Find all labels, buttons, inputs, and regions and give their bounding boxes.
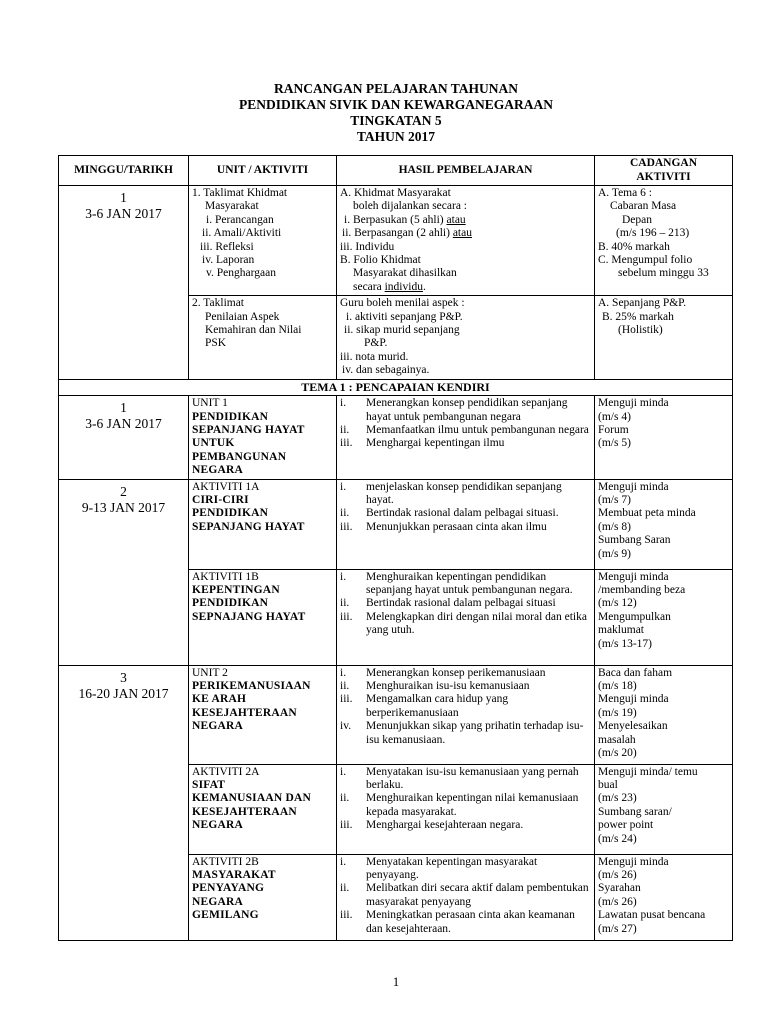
outcome-text: Melengkapkan diri dengan nilai moral dan etika yang utuh. [366,610,587,637]
week-cell [59,396,189,479]
theme-row [59,379,733,395]
activities-cell [595,396,733,479]
unit-cell [189,665,337,764]
unit-code: UNIT 1 [192,397,228,410]
outcome-item [340,571,591,598]
outcome-line: P&P. [364,337,388,350]
outcome-line: iii. nota murid. [340,350,409,363]
outcome-item [340,819,591,832]
outcome-text: Bertindak rasional dalam pelbagai situasi. [366,507,559,520]
activity-line: A. Sepanjang P&P. [598,297,687,310]
unit-title-line: PERIKEMANUSIAAN [192,679,311,692]
table-row [59,396,733,479]
activity-line: Cabaran Masa [610,200,677,213]
outcome-line: i. aktiviti sepanjang P&P. [346,310,463,323]
outcome-number: i. [340,480,347,493]
activities-cell [595,479,733,569]
outcome-line: iii. Individu [340,240,395,253]
unit-line: 1. Taklimat Khidmat [192,187,288,199]
outcome-item [340,507,591,520]
outcome-item [340,882,591,909]
unit-code: AKTIVITI 1A [192,480,260,493]
outcome-text: Menghuraikan kepentingan nilai kemanusiaan kepada masyarakat. [366,792,579,818]
outcome-line: A. Khidmat Masyarakat [340,187,451,199]
outcome-number: i. [340,765,347,778]
outcome-number: iii. [340,819,353,832]
unit-cell [189,764,337,854]
lesson-plan-table [58,155,733,941]
outcomes-cell [337,569,595,665]
col-header-activities-line2: AKTIVITI [636,170,691,183]
activity-line: Menguji minda [598,693,669,706]
unit-line: 2. Taklimat [192,297,245,310]
table-row [59,665,733,764]
outcome-text: Menunjukkan perasaan cinta akan ilmu [366,520,547,533]
outcome-text: Menerangkan konsep perikemanusiaan [366,666,546,679]
activities-cell [595,569,733,665]
table-row [59,479,733,569]
outcome-line: boleh dijalankan secara : [353,200,467,213]
unit-title-line: NEGARA [192,819,244,832]
unit-cell [189,569,337,665]
unit-title-line: UNTUK [192,437,235,450]
activity-line: Baca dan faham [598,666,673,679]
unit-title-line: PENDIDIKAN [192,507,269,520]
activity-line: Syarahan [598,882,641,895]
activity-line: (m/s 12) [598,597,637,610]
unit-title-line: PENDIDIKAN [192,597,269,610]
outcome-item [340,611,591,638]
outcome-item [340,597,591,610]
unit-cell [189,296,337,379]
unit-title-line: KE ARAH [192,693,247,706]
activity-line: Sumbang saran/ [598,805,672,818]
week-number: 2 [120,483,127,499]
unit-title-line: SEPANJANG HAYAT [192,423,305,436]
activities-cell [595,296,733,379]
outcome-text: Menunjukkan sikap yang prihatin terhadap isu-isu kemanusiaan. [366,720,584,746]
outcome-line: i. Berpasukan (5 ahli) atau [344,213,466,226]
col-header-outcomes: HASIL PEMBELAJARAN [337,156,595,186]
theme-title: TEMA 1 : PENCAPAIAN KENDIRI [59,379,733,395]
activity-line: (m/s 8) [598,520,631,533]
outcome-item [340,521,591,534]
outcome-item [340,766,591,793]
activities-cell [595,186,733,296]
col-header-activities [595,156,733,186]
unit-title-line: MASYARAKAT [192,868,276,881]
outcomes-cell [337,764,595,854]
outcome-number: i. [340,397,347,410]
activity-line: B. 40% markah [598,240,670,253]
outcome-number: iii. [340,520,353,533]
activity-line: C. Mengumpul folio [598,254,693,267]
unit-title-line: NEGARA [192,895,244,908]
activity-line: B. 25% markah [602,310,674,323]
activity-line: Membuat peta minda [598,507,696,520]
activity-line: Menguji minda [598,855,669,868]
unit-code: AKTIVITI 1B [192,570,259,583]
outcome-line: secara individu. [353,280,426,293]
activity-line: Lawatan pusat bencana [598,909,706,922]
unit-title-line: NEGARA [192,720,244,733]
activity-line: (m/s 24) [598,832,637,845]
unit-code: AKTIVITI 2A [192,765,260,778]
outcomes-cell [337,665,595,764]
outcomes-cell [337,854,595,940]
unit-title-line: KEPENTINGAN [192,583,280,596]
activity-line: (m/s 26) [598,895,637,908]
outcomes-cell [337,186,595,296]
week-date: 3-6 JAN 2017 [85,416,162,432]
col-header-activities-line1: CADANGAN [629,157,698,170]
week-cell [59,186,189,380]
outcome-text: Menerangkan konsep pendidikan sepanjang hayat untuk pembangunan negara [366,397,568,423]
activity-line: Menguji minda [598,570,669,583]
activity-line: Menguji minda [598,480,669,493]
activity-line: (m/s 7) [598,493,631,506]
unit-line: i. Perancangan [206,213,274,226]
unit-cell [189,396,337,479]
activity-line: Forum [598,423,629,436]
activity-line: Menguji minda/ temu [598,765,698,778]
document-title [0,81,768,145]
outcome-number: iii. [340,437,353,450]
unit-line: iv. Laporan [202,254,255,267]
outcome-number: i. [340,855,347,868]
unit-title-line: CIRI-CIRI [192,493,249,506]
outcome-line: Masyarakat dihasilkan [353,267,457,280]
outcome-item [340,792,591,819]
outcome-line: iv. dan sebagainya. [342,364,430,377]
unit-title-line: PENYAYANG [192,882,265,895]
activity-line: (m/s 9) [598,547,631,560]
unit-title-line: SIFAT [192,778,226,791]
outcome-number: iv. [340,720,352,733]
activity-line: A. Tema 6 : [598,187,652,199]
activity-line: (m/s 19) [598,706,637,719]
week-number: 1 [120,190,127,205]
outcome-item [340,693,591,720]
activity-line: (m/s 20) [598,746,637,759]
activity-line: (m/s 5) [598,437,631,450]
outcome-text: Bertindak rasional dalam pelbagai situasi [366,597,556,610]
unit-line: ii. Amali/Aktiviti [202,227,282,240]
outcome-item [340,680,591,693]
outcome-text: Menghargai kepentingan ilmu [366,437,505,450]
outcome-text: Melibatkan diri secara aktif dalam pembentukan masyarakat penyayang [366,882,589,908]
outcome-text: Memanfaatkan ilmu untuk pembangunan negara [366,423,589,436]
unit-line: Kemahiran dan Nilai [205,324,302,337]
week-cell [59,479,189,665]
title-line-3: TINGKATAN 5 [350,113,442,128]
activity-line: (m/s 4) [598,410,631,423]
week-date: 9-13 JAN 2017 [81,499,166,515]
outcome-line: B. Folio Khidmat [340,254,421,267]
activities-cell [595,764,733,854]
outcome-number: ii. [340,423,350,436]
outcome-item [340,424,591,437]
outcome-number: iii. [340,610,353,623]
outcome-item [340,397,591,424]
activity-line: /membanding beza [598,583,686,596]
unit-cell [189,186,337,296]
activity-line: (m/s 18) [598,679,637,692]
activity-line: Mengumpulkan [598,610,671,623]
week-cell [59,665,189,940]
table-row [59,186,733,296]
outcome-text: Menyatakan kepentingan masyarakat penyayang. [366,855,538,881]
unit-title-line: KESEJAHTERAAN [192,706,297,719]
outcome-line: Guru boleh menilai aspek : [340,297,465,310]
title-line-4: TAHUN 2017 [356,129,436,144]
activity-line: sebelum minggu 33 [618,267,709,280]
activity-line: power point [598,819,654,832]
unit-title-line: KEMANUSIAAN DAN [192,792,311,805]
unit-cell [189,854,337,940]
outcome-number: ii. [340,882,350,895]
activities-cell [595,665,733,764]
unit-title-line: GEMILANG [192,909,259,922]
activity-line: Sumbang Saran [598,534,671,547]
activity-line: (m/s 23) [598,792,637,805]
unit-line: iii. Refleksi [200,240,254,253]
outcome-text: Menghuraikan kepentingan pendidikan sepanjang hayat untuk pembangunan negara. [366,570,573,596]
outcome-number: i. [340,666,347,679]
activity-line: (m/s 26) [598,868,637,881]
outcome-text: Menghuraikan isu-isu kemanusiaan [366,679,530,692]
outcome-item [340,481,591,508]
title-line-2: PENDIDIKAN SIVIK DAN KEWARGANEGARAAN [239,97,553,112]
outcome-item [340,667,591,680]
unit-line: Masyarakat [205,200,259,213]
activity-line: (m/s 27) [598,922,637,935]
outcome-item [340,720,591,747]
outcome-item [340,909,591,936]
activity-line: Menguji minda [598,397,669,410]
activity-line: Menyelesaikan [598,720,668,733]
activity-line: Depan [622,213,653,226]
week-date: 16-20 JAN 2017 [78,685,169,701]
unit-line: PSK [205,337,227,350]
outcome-item [340,856,591,883]
outcome-line: ii. Berpasangan (2 ahli) atau [342,227,472,240]
activity-line: (m/s 196 – 213) [616,227,690,240]
activity-line: (Holistik) [618,324,663,337]
activity-line: bual [598,778,618,791]
week-number: 1 [120,400,127,416]
outcome-text: Menghargai kesejahteraan negara. [366,819,524,832]
activity-line: (m/s 13-17) [598,637,652,650]
outcome-number: ii. [340,792,350,805]
activity-line: maklumat [598,624,644,637]
unit-cell [189,479,337,569]
outcome-number: ii. [340,679,350,692]
outcome-text: menjelaskan konsep pendidikan sepanjang hayat. [366,480,562,506]
unit-title-line: SEPNAJANG HAYAT [192,610,306,623]
outcome-text: Menyatakan isu-isu kemanusiaan yang pernah berlaku. [366,765,579,791]
unit-line: Penilaian Aspek [205,310,280,323]
outcome-item [340,437,591,450]
unit-code: AKTIVITI 2B [192,855,259,868]
week-number: 3 [120,669,127,685]
col-header-unit: UNIT / AKTIVITI [189,156,337,186]
outcome-number: ii. [340,597,350,610]
unit-title-line: PEMBANGUNAN [192,450,287,463]
unit-title-line: KESEJAHTERAAN [192,805,297,818]
outcome-number: iii. [340,693,353,706]
unit-title-line: NEGARA [192,464,244,477]
outcome-line: ii. sikap murid sepanjang [344,324,460,337]
outcomes-cell [337,396,595,479]
unit-title-line: PENDIDIKAN [192,410,269,423]
title-line-1: RANCANGAN PELAJARAN TAHUNAN [273,81,518,96]
outcome-text: Meningkatkan perasaan cinta akan keamanan dan kesejahteraan. [366,909,575,935]
outcomes-cell [337,479,595,569]
activity-line: masalah [598,733,636,746]
unit-title-line: SEPANJANG HAYAT [192,520,305,533]
outcome-text: Mengamalkan cara hidup yang berperikemanusiaan [366,693,509,719]
unit-line: v. Penghargaan [206,267,276,280]
unit-code: UNIT 2 [192,666,228,679]
header-row [59,156,733,186]
outcome-number: ii. [340,507,350,520]
outcome-number: iii. [340,909,353,922]
col-header-week: MINGGU/TARIKH [59,156,189,186]
page-number: 1 [392,974,400,989]
outcomes-cell [337,296,595,379]
outcome-number: i. [340,570,347,583]
week-date: 3-6 JAN 2017 [85,206,162,221]
activities-cell [595,854,733,940]
